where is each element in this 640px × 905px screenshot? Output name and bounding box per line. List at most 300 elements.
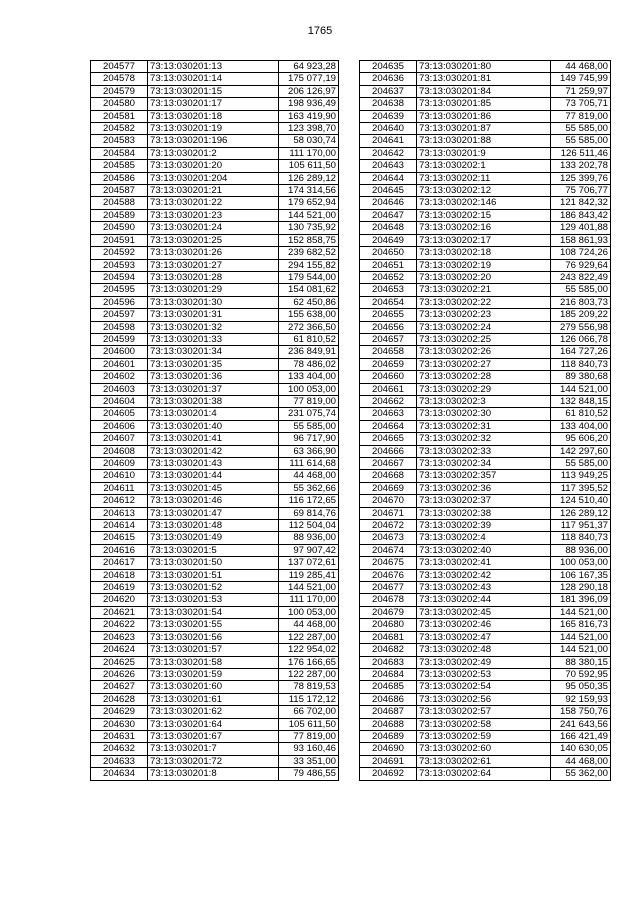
table-row [360,606,611,618]
table-row [91,147,339,159]
record-number-cell: 204679 [360,606,417,618]
record-number-cell: 204599 [91,333,148,345]
table-row [360,532,611,544]
table-row [91,371,339,383]
record-number-cell: 204643 [360,160,417,172]
table-row [91,594,339,606]
cadastral-number-cell: 73:13:030201:56 [148,631,279,643]
value-cell: 128 290,18 [551,582,611,594]
record-number-cell: 204647 [360,209,417,221]
record-number-cell: 204600 [91,346,148,358]
table-row [91,85,339,97]
record-number-cell: 204655 [360,309,417,321]
table-row [360,234,611,246]
record-number-cell: 204605 [91,408,148,420]
record-number-cell: 204613 [91,507,148,519]
table-row [360,582,611,594]
value-cell: 124 510,40 [551,495,611,507]
record-number-cell: 204630 [91,718,148,730]
table-row [360,458,611,470]
table-row [360,470,611,482]
cadastral-number-cell: 73:13:030201:2 [148,147,279,159]
record-number-cell: 204676 [360,569,417,581]
value-cell: 112 504,04 [279,520,339,532]
record-number-cell: 204581 [91,110,148,122]
value-cell: 118 840,73 [551,532,611,544]
value-cell: 88 936,00 [551,544,611,556]
cadastral-number-cell: 73:13:030201:45 [148,482,279,494]
value-cell: 61 810,52 [279,333,339,345]
record-number-cell: 204654 [360,296,417,308]
table-row [91,544,339,556]
value-cell: 76 929,64 [551,259,611,271]
table-row [360,358,611,370]
value-cell: 144 521,00 [279,209,339,221]
cadastral-number-cell: 73:13:030201:53 [148,594,279,606]
value-cell: 158 750,76 [551,706,611,718]
table-row [91,768,339,780]
cadastral-number-cell: 73:13:030202:46 [417,619,551,631]
table-row [360,383,611,395]
table-row [91,718,339,730]
cadastral-number-cell: 73:13:030201:85 [417,98,551,110]
record-number-cell: 204672 [360,520,417,532]
value-cell: 61 810,52 [551,408,611,420]
record-number-cell: 204632 [91,743,148,755]
record-number-cell: 204580 [91,98,148,110]
record-number-cell: 204667 [360,458,417,470]
table-row [360,693,611,705]
value-cell: 44 468,00 [279,470,339,482]
cadastral-number-cell: 73:13:030202:42 [417,569,551,581]
cadastral-number-cell: 73:13:030202:57 [417,706,551,718]
table-row [91,755,339,767]
cadastral-number-cell: 73:13:030202:1 [417,160,551,172]
record-number-cell: 204594 [91,271,148,283]
table-row [360,172,611,184]
cadastral-number-cell: 73:13:030201:86 [417,110,551,122]
cadastral-number-cell: 73:13:030201:46 [148,495,279,507]
value-cell: 75 706,77 [551,185,611,197]
cadastral-number-cell: 73:13:030201:81 [417,73,551,85]
table-row [360,706,611,718]
cadastral-number-cell: 73:13:030202:24 [417,321,551,333]
cadastral-number-cell: 73:13:030202:43 [417,582,551,594]
value-cell: 185 209,22 [551,309,611,321]
table-row [91,420,339,432]
record-number-cell: 204670 [360,495,417,507]
value-cell: 44 468,00 [279,619,339,631]
table-row [91,644,339,656]
cadastral-number-cell: 73:13:030202:28 [417,371,551,383]
table-row [360,644,611,656]
table-row [91,606,339,618]
cadastral-number-cell: 73:13:030201:50 [148,557,279,569]
record-number-cell: 204619 [91,582,148,594]
value-cell: 149 745,99 [551,73,611,85]
record-number-cell: 204653 [360,284,417,296]
table-row [360,346,611,358]
value-cell: 121 842,32 [551,197,611,209]
cadastral-table-left [90,60,339,781]
record-number-cell: 204604 [91,395,148,407]
value-cell: 236 849,91 [279,346,339,358]
record-number-cell: 204610 [91,470,148,482]
cadastral-number-cell: 73:13:030202:41 [417,557,551,569]
record-number-cell: 204591 [91,234,148,246]
cadastral-number-cell: 73:13:030201:64 [148,718,279,730]
cadastral-number-cell: 73:13:030202:17 [417,234,551,246]
value-cell: 126 289,12 [551,507,611,519]
record-number-cell: 204635 [360,61,417,73]
record-number-cell: 204608 [91,445,148,457]
value-cell: 122 954,02 [279,644,339,656]
value-cell: 93 160,46 [279,743,339,755]
value-cell: 71 259,97 [551,85,611,97]
value-cell: 117 395,52 [551,482,611,494]
table-row [360,408,611,420]
table-row [91,445,339,457]
record-number-cell: 204615 [91,532,148,544]
record-number-cell: 204650 [360,247,417,259]
value-cell: 55 585,00 [551,458,611,470]
value-cell: 126 289,12 [279,172,339,184]
value-cell: 155 638,00 [279,309,339,321]
record-number-cell: 204623 [91,631,148,643]
cadastral-number-cell: 73:13:030201:59 [148,668,279,680]
record-number-cell: 204578 [91,73,148,85]
value-cell: 125 399,76 [551,172,611,184]
table-row [360,135,611,147]
value-cell: 175 077,19 [279,73,339,85]
record-number-cell: 204683 [360,656,417,668]
value-cell: 55 585,00 [551,284,611,296]
cadastral-number-cell: 73:13:030201:67 [148,730,279,742]
record-number-cell: 204614 [91,520,148,532]
record-number-cell: 204585 [91,160,148,172]
table-row [360,296,611,308]
table-row [360,247,611,259]
cadastral-number-cell: 73:13:030202:15 [417,209,551,221]
value-cell: 116 172,65 [279,495,339,507]
cadastral-number-cell: 73:13:030201:25 [148,234,279,246]
value-cell: 100 053,00 [279,606,339,618]
table-row [360,321,611,333]
table-row [91,507,339,519]
cadastral-number-cell: 73:13:030201:30 [148,296,279,308]
table-row [360,631,611,643]
record-number-cell: 204677 [360,582,417,594]
value-cell: 78 819,53 [279,681,339,693]
record-number-cell: 204651 [360,259,417,271]
record-number-cell: 204587 [91,185,148,197]
cadastral-number-cell: 73:13:030202:23 [417,309,551,321]
table-row [360,197,611,209]
table-row [360,271,611,283]
record-number-cell: 204682 [360,644,417,656]
cadastral-number-cell: 73:13:030201:41 [148,433,279,445]
cadastral-number-cell: 73:13:030201:55 [148,619,279,631]
table-row [91,135,339,147]
cadastral-number-cell: 73:13:030201:44 [148,470,279,482]
table-row [360,371,611,383]
cadastral-number-cell: 73:13:030201:51 [148,569,279,581]
record-number-cell: 204611 [91,482,148,494]
record-number-cell: 204629 [91,706,148,718]
cadastral-number-cell: 73:13:030202:32 [417,433,551,445]
value-cell: 174 314,56 [279,185,339,197]
value-cell: 123 398,70 [279,123,339,135]
table-row [91,532,339,544]
cadastral-number-cell: 73:13:030201:72 [148,755,279,767]
record-number-cell: 204686 [360,693,417,705]
value-cell: 88 936,00 [279,532,339,544]
value-cell: 100 053,00 [551,557,611,569]
cadastral-number-cell: 73:13:030201:196 [148,135,279,147]
record-number-cell: 204649 [360,234,417,246]
table-row [360,507,611,519]
table-row [360,544,611,556]
cadastral-number-cell: 73:13:030202:47 [417,631,551,643]
record-number-cell: 204689 [360,730,417,742]
cadastral-number-cell: 73:13:030201:31 [148,309,279,321]
value-cell: 294 155,82 [279,259,339,271]
value-cell: 279 556,98 [551,321,611,333]
cadastral-number-cell: 73:13:030201:34 [148,346,279,358]
cadastral-number-cell: 73:13:030201:88 [417,135,551,147]
record-number-cell: 204668 [360,470,417,482]
value-cell: 206 126,97 [279,85,339,97]
table-row [91,557,339,569]
value-cell: 55 362,66 [279,482,339,494]
record-number-cell: 204598 [91,321,148,333]
cadastral-number-cell: 73:13:030201:4 [148,408,279,420]
cadastral-number-cell: 73:13:030201:22 [148,197,279,209]
cadastral-number-cell: 73:13:030202:146 [417,197,551,209]
cadastral-number-cell: 73:13:030202:19 [417,259,551,271]
table-row [91,197,339,209]
table-row [91,743,339,755]
record-number-cell: 204616 [91,544,148,556]
record-number-cell: 204621 [91,606,148,618]
value-cell: 55 585,00 [551,123,611,135]
cadastral-number-cell: 73:13:030201:36 [148,371,279,383]
value-cell: 186 843,42 [551,209,611,221]
record-number-cell: 204658 [360,346,417,358]
table-row [91,321,339,333]
record-number-cell: 204642 [360,147,417,159]
value-cell: 88 380,15 [551,656,611,668]
value-cell: 179 652,94 [279,197,339,209]
value-cell: 89 380,68 [551,371,611,383]
cadastral-number-cell: 73:13:030201:24 [148,222,279,234]
table-row [360,668,611,680]
record-number-cell: 204634 [91,768,148,780]
value-cell: 64 923,28 [279,61,339,73]
value-cell: 55 362,00 [551,768,611,780]
table-row [91,433,339,445]
table-row [91,259,339,271]
cadastral-number-cell: 73:13:030201:40 [148,420,279,432]
value-cell: 216 803,73 [551,296,611,308]
value-cell: 111 170,00 [279,594,339,606]
record-number-cell: 204664 [360,420,417,432]
cadastral-number-cell: 73:13:030202:54 [417,681,551,693]
value-cell: 44 468,00 [551,61,611,73]
cadastral-number-cell: 73:13:030202:48 [417,644,551,656]
value-cell: 179 544,00 [279,271,339,283]
table-row [91,98,339,110]
table-row [91,668,339,680]
cadastral-number-cell: 73:13:030201:38 [148,395,279,407]
value-cell: 66 702,00 [279,706,339,718]
table-row [360,619,611,631]
value-cell: 166 421,49 [551,730,611,742]
table-row [360,730,611,742]
table-row [360,222,611,234]
value-cell: 198 936,49 [279,98,339,110]
record-number-cell: 204669 [360,482,417,494]
value-cell: 144 521,00 [551,644,611,656]
value-cell: 95 050,35 [551,681,611,693]
cadastral-number-cell: 73:13:030201:29 [148,284,279,296]
value-cell: 158 861,93 [551,234,611,246]
value-cell: 44 468,00 [551,755,611,767]
table-row [360,61,611,73]
table-row [91,520,339,532]
cadastral-number-cell: 73:13:030202:56 [417,693,551,705]
value-cell: 239 682,52 [279,247,339,259]
record-number-cell: 204631 [91,730,148,742]
value-cell: 144 521,00 [551,631,611,643]
cadastral-number-cell: 73:13:030201:58 [148,656,279,668]
value-cell: 117 951,37 [551,520,611,532]
record-number-cell: 204659 [360,358,417,370]
value-cell: 113 949,25 [551,470,611,482]
cadastral-number-cell: 73:13:030202:36 [417,482,551,494]
table-row [360,420,611,432]
cadastral-number-cell: 73:13:030201:17 [148,98,279,110]
value-cell: 132 848,15 [551,395,611,407]
cadastral-number-cell: 73:13:030202:34 [417,458,551,470]
cadastral-number-cell: 73:13:030201:14 [148,73,279,85]
table-row [360,73,611,85]
record-number-cell: 204618 [91,569,148,581]
value-cell: 62 450,86 [279,296,339,308]
record-number-cell: 204638 [360,98,417,110]
cadastral-number-cell: 73:13:030201:54 [148,606,279,618]
value-cell: 243 822,49 [551,271,611,283]
table-row [360,309,611,321]
table-row [91,730,339,742]
value-cell: 79 486,55 [279,768,339,780]
table-row [91,383,339,395]
cadastral-number-cell: 73:13:030201:37 [148,383,279,395]
record-number-cell: 204644 [360,172,417,184]
value-cell: 163 419,90 [279,110,339,122]
value-cell: 122 287,00 [279,668,339,680]
cadastral-number-cell: 73:13:030201:18 [148,110,279,122]
table-row [360,259,611,271]
record-number-cell: 204617 [91,557,148,569]
table-row [91,284,339,296]
cadastral-number-cell: 73:13:030201:52 [148,582,279,594]
value-cell: 105 611,50 [279,718,339,730]
value-cell: 78 486,02 [279,358,339,370]
cadastral-number-cell: 73:13:030201:84 [417,85,551,97]
table-row [91,234,339,246]
table-row [91,185,339,197]
cadastral-number-cell: 73:13:030201:8 [148,768,279,780]
record-number-cell: 204627 [91,681,148,693]
value-cell: 106 167,35 [551,569,611,581]
cadastral-number-cell: 73:13:030201:35 [148,358,279,370]
record-number-cell: 204652 [360,271,417,283]
table-row [91,271,339,283]
cadastral-number-cell: 73:13:030202:20 [417,271,551,283]
value-cell: 77 819,00 [279,730,339,742]
table-row [91,222,339,234]
value-cell: 129 401,88 [551,222,611,234]
record-number-cell: 204592 [91,247,148,259]
value-cell: 115 172,12 [279,693,339,705]
table-row [360,284,611,296]
record-number-cell: 204678 [360,594,417,606]
cadastral-number-cell: 73:13:030201:57 [148,644,279,656]
cadastral-number-cell: 73:13:030201:7 [148,743,279,755]
record-number-cell: 204691 [360,755,417,767]
table-row [91,209,339,221]
table-row [360,160,611,172]
record-number-cell: 204633 [91,755,148,767]
value-cell: 73 705,71 [551,98,611,110]
value-cell: 33 351,00 [279,755,339,767]
record-number-cell: 204674 [360,544,417,556]
value-cell: 118 840,73 [551,358,611,370]
cadastral-number-cell: 73:13:030202:31 [417,420,551,432]
table-row [91,482,339,494]
record-number-cell: 204640 [360,123,417,135]
record-number-cell: 204577 [91,61,148,73]
cadastral-number-cell: 73:13:030202:357 [417,470,551,482]
table-row [91,247,339,259]
record-number-cell: 204675 [360,557,417,569]
table-row [91,582,339,594]
value-cell: 111 614,68 [279,458,339,470]
record-number-cell: 204625 [91,656,148,668]
value-cell: 142 297,60 [551,445,611,457]
table-row [360,495,611,507]
cadastral-number-cell: 73:13:030202:49 [417,656,551,668]
value-cell: 144 521,00 [279,582,339,594]
cadastral-number-cell: 73:13:030202:38 [417,507,551,519]
value-cell: 126 511,46 [551,147,611,159]
table-row [91,693,339,705]
table-row [91,61,339,73]
value-cell: 130 735,92 [279,222,339,234]
cadastral-number-cell: 73:13:030202:3 [417,395,551,407]
table-row [91,333,339,345]
value-cell: 63 366,90 [279,445,339,457]
cadastral-number-cell: 73:13:030202:11 [417,172,551,184]
table-row [91,358,339,370]
record-number-cell: 204663 [360,408,417,420]
cadastral-number-cell: 73:13:030202:59 [417,730,551,742]
value-cell: 176 166,65 [279,656,339,668]
cadastral-number-cell: 73:13:030201:87 [417,123,551,135]
cadastral-number-cell: 73:13:030202:37 [417,495,551,507]
cadastral-number-cell: 73:13:030202:44 [417,594,551,606]
